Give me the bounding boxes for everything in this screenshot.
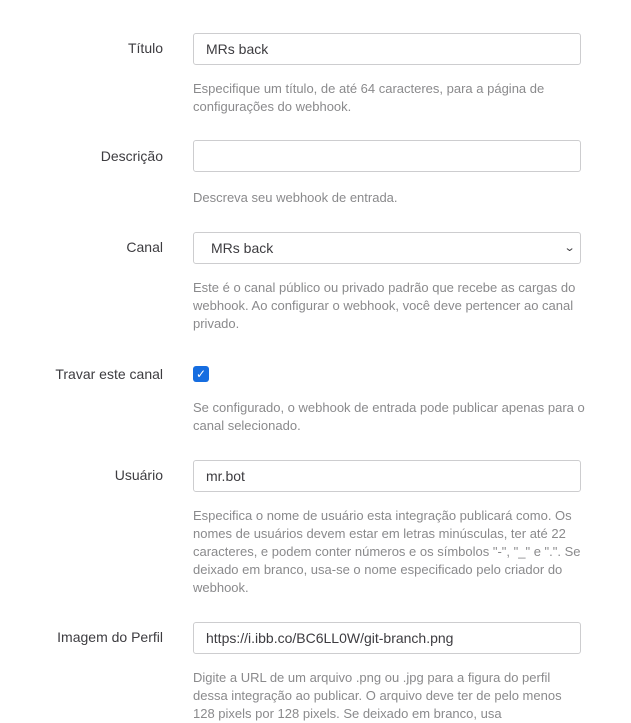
chevron-down-icon: ⌄: [563, 242, 576, 254]
description-input[interactable]: [193, 140, 581, 172]
title-input[interactable]: MRs back: [193, 33, 581, 65]
username-input[interactable]: mr.bot: [193, 460, 581, 492]
channel-help: Este é o canal público ou privado padrão que recebe as cargas do webhook. Ao configurar o webhook, você deve pertencer ao canal privado.: [193, 280, 576, 331]
title-label: Título: [127, 40, 163, 56]
lock-channel-help: Se configurado, o webhook de entrada pode publicar apenas para o canal selecionado.: [193, 400, 585, 433]
description-label: Descrição: [100, 148, 163, 164]
profile-image-input[interactable]: https://i.ibb.co/BC6LL0W/git-branch.png: [193, 622, 581, 654]
username-help: Especifica o nome de usuário esta integração publicará como. Os nomes de usuários devem estar em letras minúsculas, ter até 22 caracteres, e podem conter números e os símbolos "-", "_" e ".". Se deixado em branco, usa-se o nome especificado pelo criador do webhook.: [193, 508, 581, 595]
lock-channel-label: Travar este canal: [55, 366, 163, 382]
title-help: Especifique um título, de até 64 caracteres, para a página de configurações do webhook.: [193, 81, 545, 114]
profile-image-label: Imagem do Perfil: [57, 629, 163, 645]
lock-channel-checkbox[interactable]: ✓: [193, 366, 209, 382]
profile-image-help: Digite a URL de um arquivo .png ou .jpg para a figura do perfil dessa integração ao publicar. O arquivo deve ter de pelo menos 128 pixels por 128 pixels. Se deixado em branco, usa: [193, 670, 562, 721]
description-help: Descreva seu webhook de entrada.: [193, 190, 398, 205]
username-label: Usuário: [114, 467, 163, 483]
channel-value: MRs back: [211, 240, 274, 256]
channel-label: Canal: [126, 239, 163, 255]
channel-select[interactable]: [193, 232, 581, 264]
